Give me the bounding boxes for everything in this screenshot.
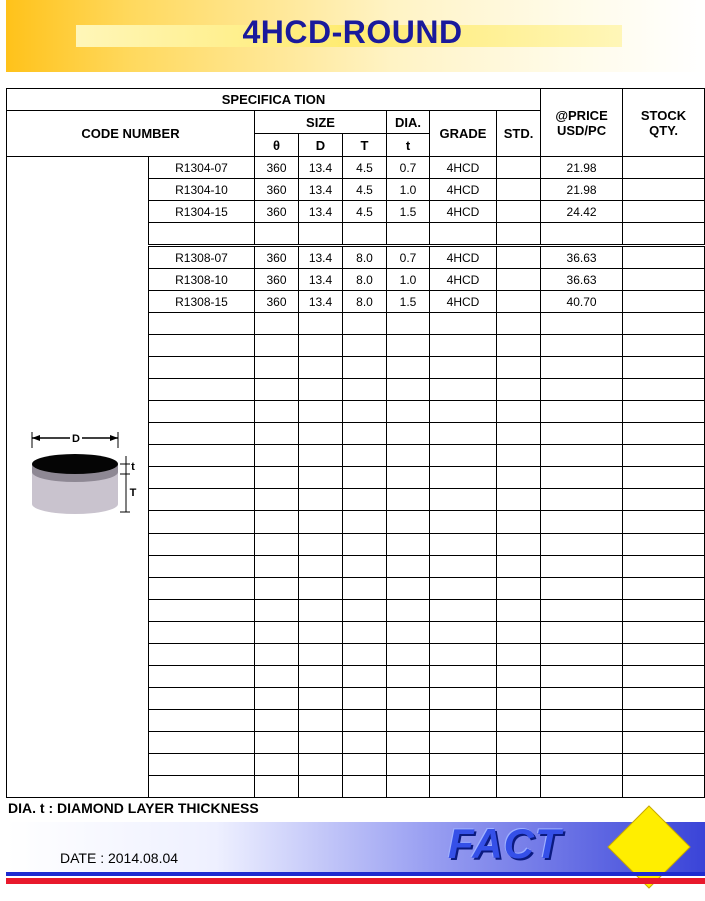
row-grade: 4HCD (430, 291, 497, 313)
row-dia: 0.7 (387, 246, 430, 269)
row-stock (623, 246, 705, 269)
row-d: 13.4 (299, 246, 343, 269)
footer-red-stripe (6, 878, 705, 884)
row-dia: 1.5 (387, 201, 430, 223)
row-stock (623, 157, 705, 179)
row-d: 13.4 (299, 291, 343, 313)
row-theta: 360 (255, 157, 299, 179)
row-std (497, 291, 541, 313)
row-grade: 4HCD (430, 269, 497, 291)
footer-date: DATE : 2014.08.04 (60, 850, 179, 866)
row-grade: 4HCD (430, 157, 497, 179)
row-t: 8.0 (343, 291, 387, 313)
header-grade: GRADE (430, 111, 497, 157)
diagram-label-t-small: t (130, 460, 135, 473)
row-grade: 4HCD (430, 246, 497, 269)
row-t: 4.5 (343, 157, 387, 179)
fact-logo-text: FACT (448, 820, 562, 867)
row-dia: 1.0 (387, 179, 430, 201)
row-price: 21.98 (541, 179, 623, 201)
row-price: 36.63 (541, 246, 623, 269)
row-std (497, 157, 541, 179)
row-d: 13.4 (299, 157, 343, 179)
header-t: T (343, 134, 387, 157)
row-t: 8.0 (343, 269, 387, 291)
row-dia: 1.5 (387, 291, 430, 313)
row-code: R1308-07 (149, 246, 255, 269)
row-code: R1308-15 (149, 291, 255, 313)
round-blank-diagram (18, 426, 138, 526)
diagram-label-t-big: T (129, 486, 136, 499)
header-stock-line1: STOCK (640, 107, 687, 123)
header-price (541, 89, 623, 157)
row-t: 4.5 (343, 201, 387, 223)
row-stock (623, 201, 705, 223)
header-price-line2: USD/PC (556, 122, 607, 138)
row-d: 13.4 (299, 269, 343, 291)
row-code: R1308-10 (149, 269, 255, 291)
row-std (497, 201, 541, 223)
row-d: 13.4 (299, 179, 343, 201)
row-code: R1304-07 (149, 157, 255, 179)
spec-table (6, 88, 705, 798)
header-size: SIZE (255, 111, 387, 134)
row-std (497, 179, 541, 201)
diagram-label-d: D (71, 432, 80, 445)
header-std: STD. (497, 111, 541, 157)
row-price: 21.98 (541, 157, 623, 179)
footer-note: DIA. t : DIAMOND LAYER THICKNESS (8, 800, 259, 816)
page-title: 4HCD-ROUND (242, 14, 463, 50)
header-d: D (299, 134, 343, 157)
header-theta: θ (255, 134, 299, 157)
table-row (7, 157, 705, 179)
row-dia: 0.7 (387, 157, 430, 179)
row-theta: 360 (255, 201, 299, 223)
row-grade: 4HCD (430, 179, 497, 201)
row-stock (623, 179, 705, 201)
row-price: 24.42 (541, 201, 623, 223)
row-theta: 360 (255, 179, 299, 201)
row-theta: 360 (255, 246, 299, 269)
row-price: 36.63 (541, 269, 623, 291)
row-std (497, 269, 541, 291)
row-stock (623, 269, 705, 291)
header-stock (623, 89, 705, 157)
row-dia: 1.0 (387, 269, 430, 291)
row-grade: 4HCD (430, 201, 497, 223)
row-std (497, 246, 541, 269)
header-code-number: CODE NUMBER (7, 111, 255, 157)
header-dia-line2: t (387, 134, 430, 157)
row-theta: 360 (255, 269, 299, 291)
product-diagram-cell (7, 157, 149, 798)
row-t: 4.5 (343, 179, 387, 201)
row-theta: 360 (255, 291, 299, 313)
header-price-line1: @PRICE (555, 107, 608, 123)
row-t: 8.0 (343, 246, 387, 269)
row-code: R1304-10 (149, 179, 255, 201)
header-specification: SPECIFICA TION (7, 89, 541, 111)
header-stock-line2: QTY. (649, 122, 678, 138)
row-stock (623, 291, 705, 313)
row-price: 40.70 (541, 291, 623, 313)
row-code: R1304-15 (149, 201, 255, 223)
row-d: 13.4 (299, 201, 343, 223)
header-dia-line1: DIA. (387, 111, 430, 134)
footer-blue-stripe (6, 872, 705, 876)
